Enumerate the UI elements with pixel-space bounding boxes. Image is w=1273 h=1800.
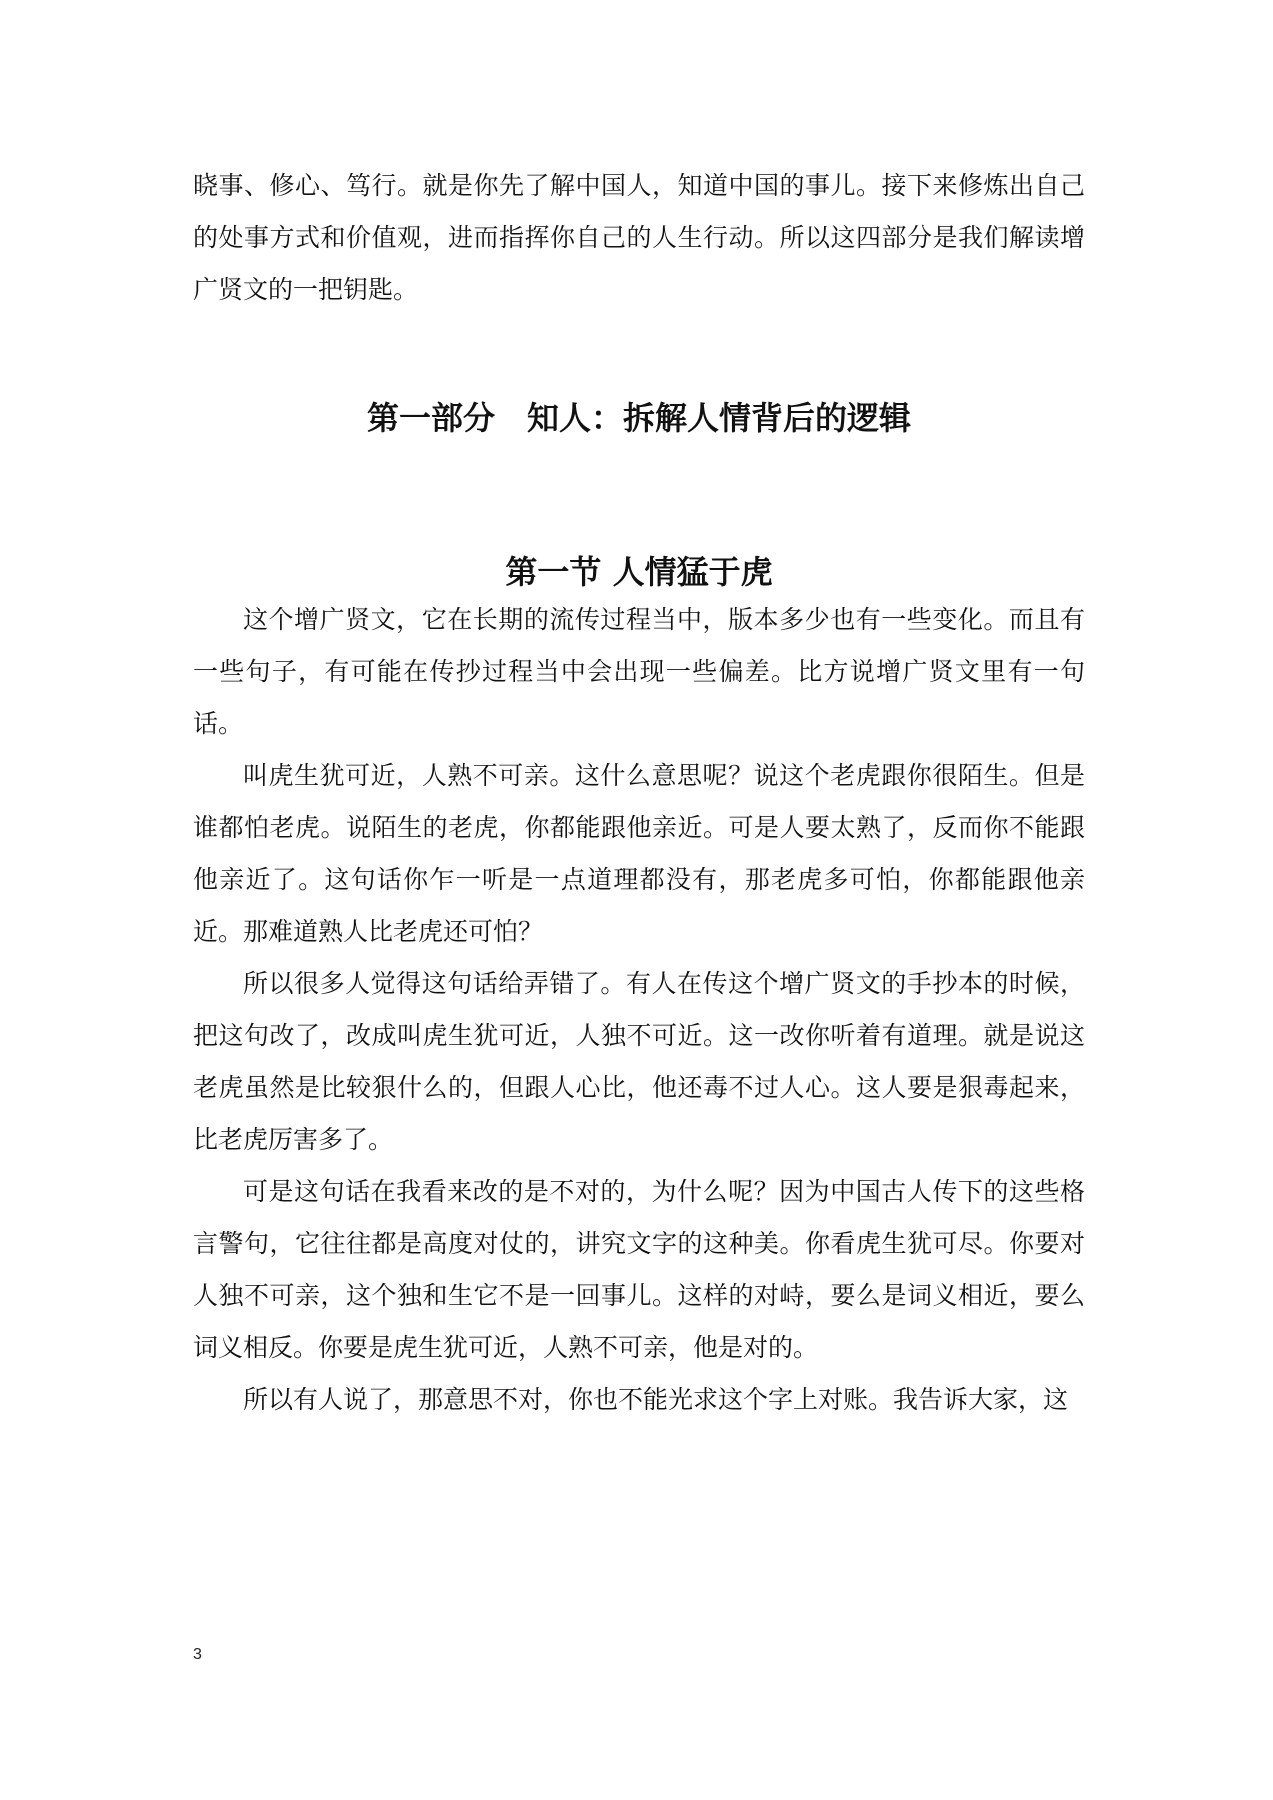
body-paragraph-2: 叫虎生犹可近，人熟不可亲。这什么意思呢？说这个老虎跟你很陌生。但是谁都怕老虎。说陌生的老虎，你都能跟他亲近。可是人要太熟了，反而你不能跟他亲近了。这句话你乍一听是一点道理都没有，那老虎多可怕，你都能跟他亲近。那难道熟人比老虎还可怕？ [193,761,1085,946]
body-paragraph-1: 这个增广贤文，它在长期的流传过程当中，版本多少也有一些变化。而且有一些句子，有可能在传抄过程当中会出现一些偏差。比方说增广贤文里有一句话。 [193,605,1085,738]
intro-paragraph: 晓事、修心、笃行。就是你先了解中国人，知道中国的事儿。接下来修炼出自己的处事方式和价值观，进而指挥你自己的人生行动。所以这四部分是我们解读增广贤文的一把钥匙。 [193,171,1085,304]
section-title: 第一节 人情猛于虎 [505,553,773,591]
body-paragraph-4: 可是这句话在我看来改的是不对的，为什么呢？因为中国古人传下的这些格言警句，它往往都是高度对仗的，讲究文字的这种美。你看虎生犹可尽。你要对人独不可亲，这个独和生它不是一回事儿。这样的对峙，要么是词义相近，要么词义相反。你要是虎生犹可近，人熟不可亲，他是对的。 [193,1177,1085,1362]
part-title: 第一部分 知人：拆解人情背后的逻辑 [366,399,911,437]
body-paragraph-3: 所以很多人觉得这句话给弄错了。有人在传这个增广贤文的手抄本的时候，把这句改了，改成叫虎生犹可近，人独不可近。这一改你听着有道理。就是说这老虎虽然是比较狠什么的，但跟人心比，他还毒不过人心。这人要是狠毒起来，比老虎厉害多了。 [193,969,1085,1154]
page-content [193,160,1085,1426]
body-paragraph-5: 所以有人说了，那意思不对，你也不能光求这个字上对账。我告诉大家，这 [243,1385,1069,1414]
page-number: 3 [193,1646,202,1663]
